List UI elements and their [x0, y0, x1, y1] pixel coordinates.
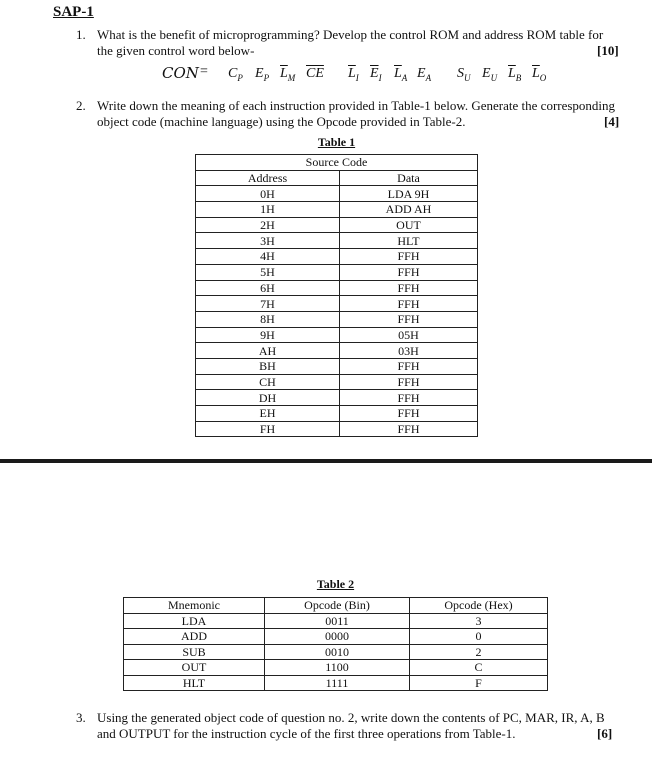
table2-row	[124, 644, 548, 660]
table1-row	[196, 311, 478, 327]
table2-mnemonic-cell: OUT	[124, 660, 265, 676]
control-signal: $\overline{L}_B$	[508, 66, 522, 83]
q3-marks: [6]	[597, 726, 613, 741]
table1-address-cell: AH	[196, 343, 340, 359]
table2-row	[124, 629, 548, 645]
table1-address-cell: 0H	[196, 186, 340, 202]
table1-address-cell: 6H	[196, 280, 340, 296]
table1-data-cell: LDA 9H	[340, 186, 478, 202]
control-signal: $\overline{L}_O$	[532, 66, 547, 83]
table1-row	[196, 296, 478, 312]
table1-data-cell: FFH	[340, 421, 478, 437]
table1-data-cell: 03H	[340, 343, 478, 359]
table2-caption: Table 2	[316, 577, 355, 591]
table1-address-cell: 4H	[196, 249, 340, 265]
page-heading: SAP-1	[53, 4, 94, 20]
table1-row	[196, 264, 478, 280]
table1-address-cell: 8H	[196, 311, 340, 327]
table1-data-cell: ADD AH	[340, 202, 478, 218]
table1-address-cell: 3H	[196, 233, 340, 249]
table2-opcode-bin-cell: 1111	[265, 675, 410, 691]
control-signal: $\overline{L}_A$	[394, 66, 408, 83]
table1-header-address: Address	[196, 170, 340, 186]
table1-data-cell: 05H	[340, 327, 478, 343]
table2-opcode-bin-cell: 1100	[265, 660, 410, 676]
control-signal: $E_U$	[482, 66, 498, 83]
table1-row	[196, 390, 478, 406]
q1-marks: [10]	[597, 43, 619, 58]
table1-data-cell: FFH	[340, 280, 478, 296]
table1-address-cell: DH	[196, 390, 340, 406]
table1-row	[196, 327, 478, 343]
table1-address-cell: 9H	[196, 327, 340, 343]
table1-data-cell: FFH	[340, 311, 478, 327]
table1-data-cell: FFH	[340, 390, 478, 406]
table1-address-cell: 2H	[196, 217, 340, 233]
control-signal: $S_U$	[457, 66, 471, 83]
control-signal: $E_A$	[417, 66, 432, 83]
control-signal: $\overline{CE}$	[306, 66, 324, 81]
control-signal: $\overline{L}_I$	[348, 66, 359, 83]
table1-header-data: Data	[340, 170, 478, 186]
control-signal: $\overline{E}_I$	[370, 66, 382, 83]
table2-mnemonic-cell: LDA	[124, 613, 265, 629]
q2-text-line1: Write down the meaning of each instruction provided in Table-1 below. Generate the corresponding	[97, 98, 616, 113]
table1-row	[196, 358, 478, 374]
table1-data-cell: FFH	[340, 358, 478, 374]
table2-mnemonic-cell: HLT	[124, 675, 265, 691]
q1-text-line2: the given control word below-	[97, 43, 255, 58]
q2-text-line2: object code (machine language) using the Opcode provided in Table-2.	[97, 114, 466, 129]
table1-row	[196, 233, 478, 249]
table2-header-opcode-bin: Opcode (Bin)	[265, 598, 410, 614]
table1-caption: Table 1	[317, 135, 356, 149]
control-word-label: CON	[162, 64, 199, 82]
table1-row	[196, 406, 478, 422]
table1	[195, 154, 478, 437]
table1-row	[196, 343, 478, 359]
table1-data-cell: FFH	[340, 296, 478, 312]
table2-row	[124, 613, 548, 629]
table1-address-cell: BH	[196, 358, 340, 374]
table1-row	[196, 186, 478, 202]
table2-opcode-bin-cell: 0000	[265, 629, 410, 645]
table1-data-cell: FFH	[340, 249, 478, 265]
control-signal: $E_P$	[255, 66, 270, 83]
table2-opcode-hex-cell: 2	[410, 644, 548, 660]
table2-opcode-hex-cell: 0	[410, 629, 548, 645]
table2-opcode-hex-cell: C	[410, 660, 548, 676]
table1-group-header: Source Code	[196, 155, 478, 171]
q1-text-line1: What is the benefit of microprogramming? Develop the control ROM and address ROM table for	[97, 27, 604, 42]
table2-opcode-hex-cell: 3	[410, 613, 548, 629]
table1-address-cell: 5H	[196, 264, 340, 280]
q1-number: 1.	[76, 27, 86, 42]
table1-data-cell: FFH	[340, 406, 478, 422]
table2-header-opcode-hex: Opcode (Hex)	[410, 598, 548, 614]
table1-data-cell: FFH	[340, 374, 478, 390]
table2	[123, 597, 548, 691]
table1-row	[196, 280, 478, 296]
table1-row	[196, 202, 478, 218]
table1-data-cell: OUT	[340, 217, 478, 233]
table2-mnemonic-cell: ADD	[124, 629, 265, 645]
section-divider	[0, 459, 652, 463]
table2-row	[124, 660, 548, 676]
table1-data-cell: HLT	[340, 233, 478, 249]
q3-text-line1: Using the generated object code of question no. 2, write down the contents of PC, MAR, IR, A, B	[97, 710, 605, 725]
table1-row	[196, 421, 478, 437]
control-signal: $\overline{L}_M$	[280, 66, 296, 83]
q2-marks: [4]	[604, 114, 620, 129]
table1-data-cell: FFH	[340, 264, 478, 280]
table2-header-mnemonic: Mnemonic	[124, 598, 265, 614]
table1-row	[196, 374, 478, 390]
table1-address-cell: 1H	[196, 202, 340, 218]
table1-row	[196, 217, 478, 233]
table2-opcode-hex-cell: F	[410, 675, 548, 691]
table2-mnemonic-cell: SUB	[124, 644, 265, 660]
control-word-equals: =	[200, 64, 208, 79]
table1-row	[196, 249, 478, 265]
q3-text-line2: and OUTPUT for the instruction cycle of the first three operations from Table-1.	[97, 726, 516, 741]
table2-row	[124, 675, 548, 691]
table1-address-cell: 7H	[196, 296, 340, 312]
table1-address-cell: FH	[196, 421, 340, 437]
q3-number: 3.	[76, 710, 86, 725]
control-signal: $C_P$	[228, 66, 243, 83]
table1-address-cell: CH	[196, 374, 340, 390]
table2-opcode-bin-cell: 0011	[265, 613, 410, 629]
table1-address-cell: EH	[196, 406, 340, 422]
q2-number: 2.	[76, 98, 86, 113]
table2-opcode-bin-cell: 0010	[265, 644, 410, 660]
